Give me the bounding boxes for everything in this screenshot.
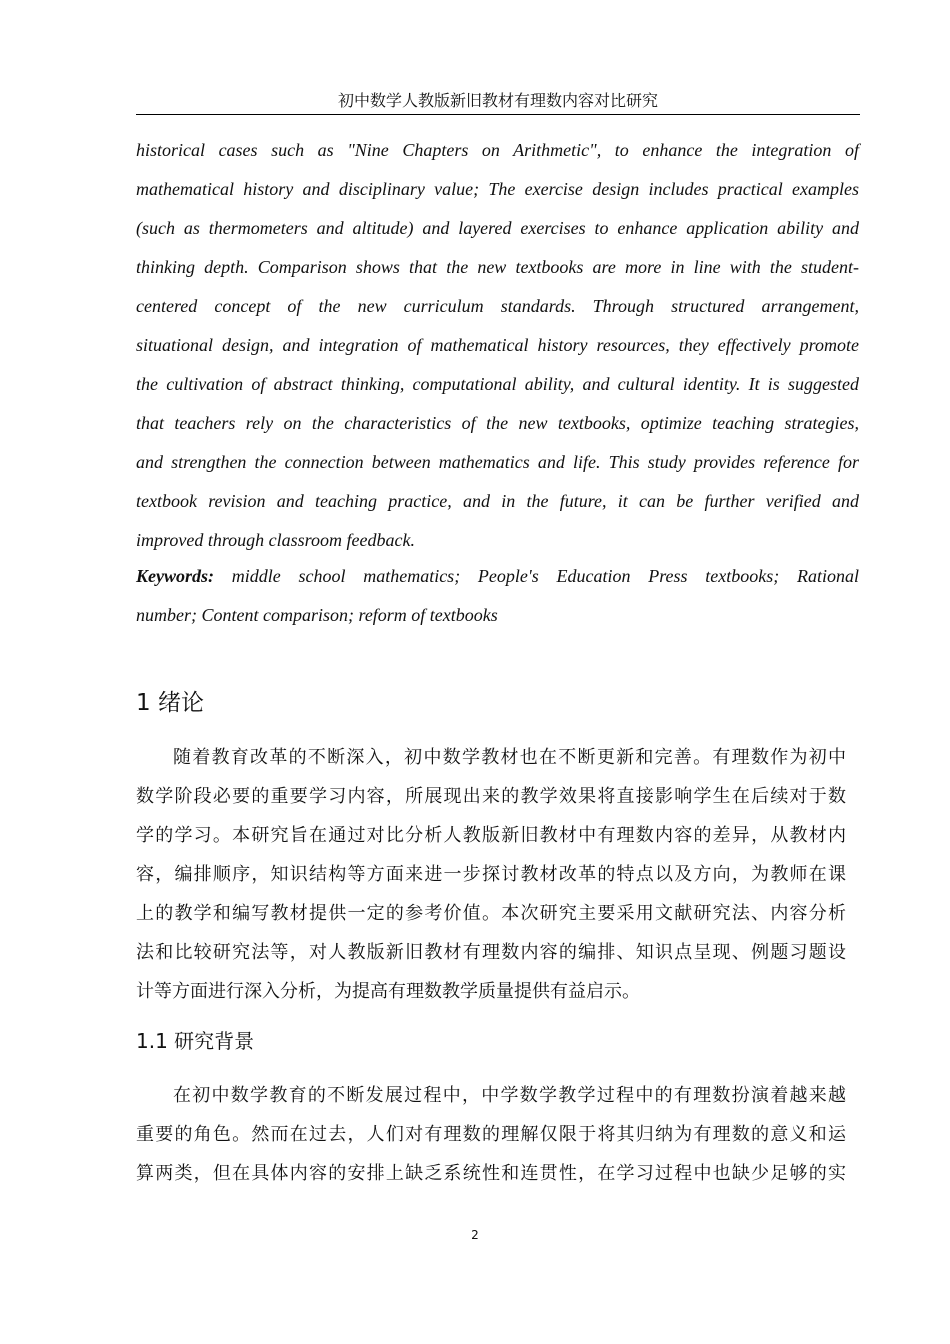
paragraph-line: 算两类，但在具体内容的安排上缺乏系统性和连贯性，在学习过程中也缺少足够的实: [136, 1163, 846, 1184]
abstract-line: the cultivation of abstract thinking, computational ability, and cultural identity. It is suggested: [136, 374, 859, 394]
abstract-line: that teachers rely on the characteristics of the new textbooks, optimize teaching strategies,: [136, 413, 859, 433]
keywords-label: Keywords:: [136, 566, 214, 586]
paragraph-line: 数学阶段必要的重要学习内容，所展现出来的教学效果将直接影响学生在后续对于数: [136, 786, 846, 807]
section-1-1-paragraph: [136, 1076, 846, 1193]
abstract-line: and strengthen the connection between mathematics and life. This study provides reference for: [136, 452, 859, 472]
running-header: 初中数学人教版新旧教材有理数内容对比研究: [136, 90, 860, 115]
paragraph-line: 上的教学和编写教材提供一定的参考价值。本次研究主要采用文献研究法、内容分析: [136, 903, 846, 924]
page-number: 2: [471, 1228, 479, 1242]
abstract-text: [136, 131, 859, 560]
paragraph-line: 随着教育改革的不断深入，初中数学教材也在不断更新和完善。有理数作为初中: [173, 747, 846, 768]
paragraph-line: 法和比较研究法等，对人教版新旧教材有理数内容的编排、知识点呈现、例题习题设: [136, 942, 846, 963]
abstract-line: improved through classroom feedback.: [136, 530, 415, 550]
keywords-text: middle school mathematics; People's Education Press textbooks; Rational: [214, 566, 859, 586]
keywords-line: [136, 557, 859, 596]
abstract-line: thinking depth. Comparison shows that the new textbooks are more in line with the student-: [136, 257, 859, 277]
abstract-line: textbook revision and teaching practice, and in the future, it can be further verified and: [136, 491, 859, 511]
abstract-line: centered concept of the new curriculum standards. Through structured arrangement,: [136, 296, 859, 316]
paragraph-line: 容，编排顺序，知识结构等方面来进一步探讨教材改革的特点以及方向，为教师在课: [136, 864, 846, 885]
abstract-line: situational design, and integration of mathematical history resources, they effectively promote: [136, 335, 859, 355]
paragraph-line: 学的学习。本研究旨在通过对比分析人教版新旧教材中有理数内容的差异，从教材内: [136, 825, 846, 846]
section-heading-1-1: 1.1 研究背景: [136, 1029, 255, 1053]
keywords-line: number; Content comparison; reform of textbooks: [136, 605, 498, 625]
abstract-line: mathematical history and disciplinary value; The exercise design includes practical examples: [136, 179, 859, 199]
paragraph-line: 重要的角色。然而在过去，人们对有理数的理解仅限于将其归纳为有理数的意义和运: [136, 1124, 846, 1145]
abstract-line: (such as thermometers and altitude) and layered exercises to enhance application ability and: [136, 218, 859, 238]
paragraph-line: 在初中数学教育的不断发展过程中，中学数学教学过程中的有理数扮演着越来越: [173, 1085, 846, 1106]
keywords-block: [136, 557, 859, 635]
paragraph-line: 计等方面进行深入分析，为提高有理数教学质量提供有益启示。: [136, 981, 640, 1002]
section-1-paragraph: [136, 738, 846, 1011]
section-heading-1: 1 绪论: [136, 690, 204, 716]
abstract-line: historical cases such as "Nine Chapters on Arithmetic", to enhance the integration of: [136, 140, 859, 160]
